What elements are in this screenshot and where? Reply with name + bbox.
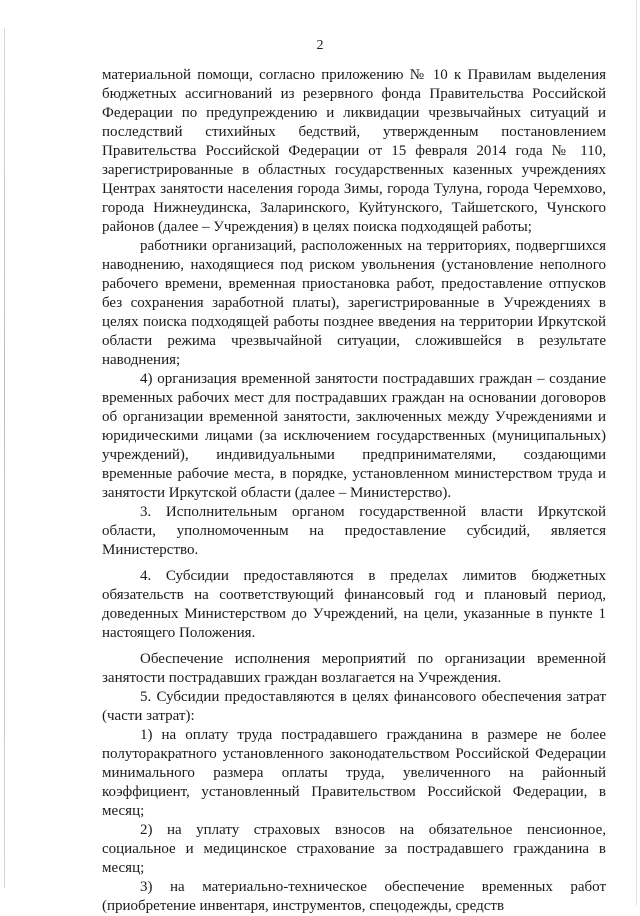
scan-edge-left (4, 28, 5, 888)
paragraph-subitem-2: 2) на уплату страховых взносов на обязательное пенсионное, социальное и медицинское страхование за пострадавшего гражданина в месяц; (102, 822, 606, 876)
paragraph-subitem-3: 3) на материально-техническое обеспечение временных работ (приобретение инвентаря, инструментов, спецодежды, средств (102, 879, 606, 914)
paragraph-subitem-1: 1) на оплату труда пострадавшего гражданина в размере не более полуторакратного установленного законодательством Российской Федерации минимального размера оплаты труда, увеличенного на районный коэффициент, установленный Правительством Российской Федерации, в месяц; (102, 727, 606, 819)
page-number: 2 (316, 38, 324, 53)
paragraph-responsibility: Обеспечение исполнения мероприятий по организации временной занятости пострадавших граждан возлагается на Учреждения. (102, 651, 606, 686)
scan-edge-right (636, 0, 637, 905)
paragraph-clause-3: 3. Исполнительным органом государственной власти Иркутской области, уполномоченным на предоставление субсидий, является Министерство. (102, 504, 606, 558)
paragraph-workers: работники организаций, расположенных на территориях, подвергшихся наводнению, находящиеся под риском увольнения (установление неполного рабочего времени, временная приостановка работ, предоставление отпусков без сохранения заработной платы), зарегистрированные в Учреждениях в целях поиска подходящей работы позднее введения на территории Иркутской области режима чрезвычайной ситуации, сложившейся в результате наводнения; (102, 238, 606, 368)
paragraph-item-4: 4) организация временной занятости пострадавших граждан – создание временных рабочих мест для пострадавших граждан на основании договоров об организации временной занятости, заключенных между Учреждениями и юридическими лицами (за исключением государственных (муниципальных) учреждений), индивидуальными предпринимателями, создающими временные рабочие места, в порядке, установленном министерством труда и занятости Иркутской области (далее – Министерство). (102, 371, 606, 501)
paragraph-continuation: материальной помощи, согласно приложению № 10 к Правилам выделения бюджетных ассигнований из резервного фонда Правительства Российской Федерации по предупреждению и ликвидации чрезвычайных ситуаций и последствий стихийных бедствий, утвержденным постановлением Правительства Российской Федерации от 15 февраля 2014 года № 110, зарегистрированные в областных государственных казенных учреждениях Центрах занятости населения города Зимы, города Тулуна, города Черемхово, города Нижнеудинска, Заларинского, Куйтунского, Тайшетского, Чунского районов (далее – Учреждения) в целях поиска подходящей работы; (102, 67, 606, 235)
document-body (102, 66, 606, 916)
paragraph-clause-5: 5. Субсидии предоставляются в целях финансового обеспечения затрат (части затрат): (102, 689, 606, 724)
paragraph-clause-4: 4. Субсидии предоставляются в пределах лимитов бюджетных обязательств на соответствующий финансовый год и плановый период, доведенных Министерством до Учреждений, на цели, указанные в пункте 1 настоящего Положения. (102, 568, 606, 641)
